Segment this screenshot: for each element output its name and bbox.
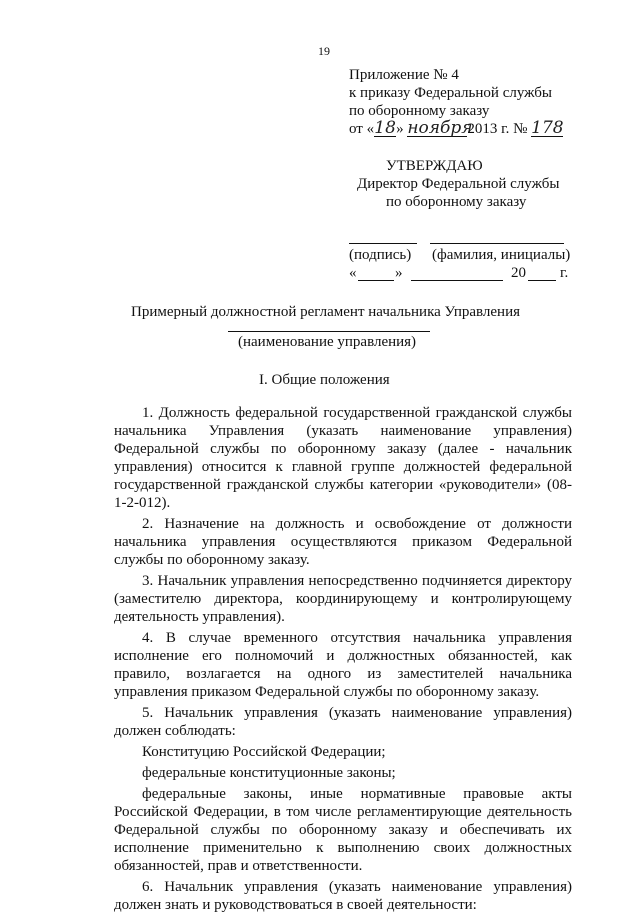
date-day-handwritten: 18 (374, 118, 396, 138)
page-number: 19 (318, 44, 330, 58)
approval-date-suffix: г. (560, 265, 569, 281)
appendix-line-1: Приложение № 4 (349, 67, 459, 83)
date-prefix: от « (349, 121, 375, 137)
paragraph-6: 6. Начальник управления (указать наименование управления) должен знать и руководствоваться в своей деятельности: (114, 879, 572, 913)
approval-year-line (528, 280, 556, 281)
signature-line (349, 243, 417, 244)
date-year: 2013 г. № (467, 121, 528, 137)
approval-line-2: по оборонному заказу (386, 194, 527, 210)
paragraph-5: 5. Начальник управления (указать наименование управления) должен соблюдать: (114, 705, 572, 739)
list-item-constitution: Конституцию Российской Федерации; (142, 744, 386, 760)
department-name-caption: (наименование управления) (238, 334, 417, 350)
paragraph-3: 3. Начальник управления непосредственно подчиняется директору (заместителю директора, координирующему и контролирующему деятельность управления). (114, 573, 572, 625)
approval-month-line (411, 280, 503, 281)
document-title: Примерный должностной регламент начальника Управления (131, 304, 521, 320)
list-item-constitutional-laws: федеральные конституционные законы; (142, 765, 396, 781)
appendix-date-line (349, 120, 563, 138)
approval-date-open: « (349, 265, 357, 281)
appendix-line-2: к приказу Федеральной службы (349, 85, 553, 101)
approval-date-close: » (395, 265, 403, 281)
date-month-handwritten: ноября (407, 118, 473, 138)
approval-line-1: Директор Федеральной службы (357, 176, 560, 192)
paragraph-2: 2. Назначение на должность и освобождение от должности начальника управления осуществляются приказом Федеральной службы по оборонному заказу. (114, 516, 572, 568)
regulation-body (114, 404, 572, 917)
paragraph-1: 1. Должность федеральной государственной гражданской службы начальника Управления (указать наименование управления) Федеральной службы по оборонному заказу (далее - начальник управления) относится к главной группе должностей федеральной государственной гражданской службы категории «руководители» (08-1-2-012). (114, 405, 572, 511)
order-number-handwritten: 178 (531, 118, 564, 138)
name-label: (фамилия, инициалы) (432, 247, 571, 263)
list-item-federal-laws: федеральные законы, иные нормативные правовые акты Российской Федерации, в том числе регламентирующие деятельность Федеральной службы по оборонному заказу и обеспечивать их исполнение применительно к выполнению своих должностных обязанностей, прав и ответственности. (114, 786, 572, 874)
appendix-line-3: по оборонному заказу (349, 103, 490, 119)
section-heading: I. Общие положения (259, 372, 390, 388)
date-close-quote: » (396, 121, 404, 137)
approval-day-line (358, 280, 394, 281)
department-name-line (228, 331, 430, 332)
paragraph-4: 4. В случае временного отсутствия начальника управления исполнение его полномочий и должностных обязанностей, как правило, возлагается на одного из заместителей начальника управления приказом Федеральной службы по оборонному заказу. (114, 630, 572, 700)
approval-date-year: 20 (511, 265, 526, 281)
approval-title: УТВЕРЖДАЮ (386, 158, 483, 174)
name-line (430, 243, 564, 244)
signature-label: (подпись) (349, 247, 412, 263)
